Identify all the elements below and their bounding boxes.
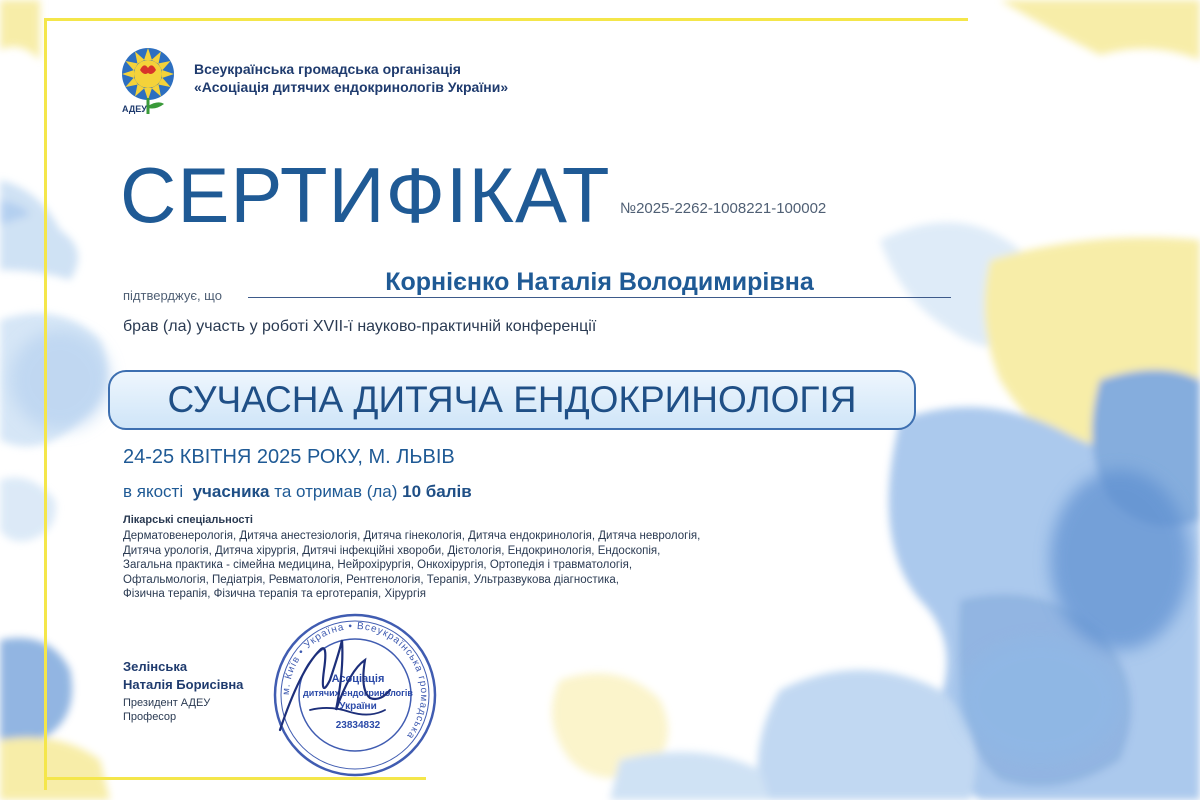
signatory-given-names: Наталія Борисівна (123, 677, 244, 692)
specialties-list (123, 529, 883, 602)
specialties-line: Загальна практика - сімейна медицина, Нейрохірургія, Онкохірургія, Ортопедія і травматологія, (123, 559, 633, 571)
stamp-center-line-2: дитячих ендокринологів (303, 688, 413, 698)
signatory-surname: Зелінська (123, 659, 188, 674)
specialties-line: Офтальмологія, Педіатрія, Ревматологія, Рентгенологія, Терапія, Ультразвукова діагностика, (123, 573, 619, 586)
role-middle: та отримав (ла) (274, 482, 398, 501)
stamp-center-line-1: Асоціація (331, 673, 385, 685)
organization-line-1: Всеукраїнська громадська організація (194, 61, 461, 77)
name-underline (248, 297, 951, 298)
signatory-name (123, 658, 243, 694)
frame-top-line (46, 18, 968, 21)
specialties-line: Фізична терапія, Фізична терапія та ерготерапія, Хірургія (123, 588, 426, 600)
signatory-role: Президент АДЕУ (123, 697, 211, 709)
specialties-line: Дитяча урологія, Дитяча хірургія, Дитячі інфекційні хвороби, Дієтологія, Ендокринологія, Ендоскопія, (123, 544, 661, 557)
event-date-place: 24-25 КВІТНЯ 2025 РОКУ, М. ЛЬВІВ (123, 446, 455, 468)
role-line (123, 482, 472, 502)
confirm-label: підтверджує, що (123, 288, 222, 303)
stamp-code: 23834832 (335, 720, 381, 731)
specialties-line: Дерматовенерологія, Дитяча анестезіологія, Дитяча гінекологія, Дитяча ендокринологія, Дитяча неврологія, (123, 530, 701, 542)
stamp-center-line-3: України (339, 701, 377, 712)
participation-text: брав (ла) участь у роботі XVII-ї науково-практичній конференції (123, 318, 597, 335)
organization-line-2: «Асоціація дитячих ендокринологів України» (194, 79, 509, 95)
points-value: 10 балів (402, 482, 472, 501)
official-stamp (270, 610, 440, 780)
specialties-title: Лікарські спеціальності (123, 514, 253, 526)
frame-left-line (44, 18, 47, 790)
role-prefix: в якості (123, 482, 184, 501)
stamp-outer-text: м. Київ • Україна • Всеукраїнська громадська (280, 620, 430, 742)
role-value: учасника (192, 482, 270, 501)
organization-name (194, 60, 508, 96)
signatory-title: Професор (123, 711, 177, 723)
conference-name: СУЧАСНА ДИТЯЧА ЕНДОКРИНОЛОГІЯ (167, 379, 857, 420)
recipient-name: Корнієнко Наталія Володимирівна (385, 268, 814, 296)
logo-text: АДЕУ (122, 104, 147, 114)
certificate-number: №2025-2262-1008221-100002 (620, 200, 827, 217)
certificate-title: СЕРТИФІКАТ (120, 151, 611, 239)
adeu-sunflower-logo (114, 44, 182, 116)
signatory-position (123, 696, 210, 724)
